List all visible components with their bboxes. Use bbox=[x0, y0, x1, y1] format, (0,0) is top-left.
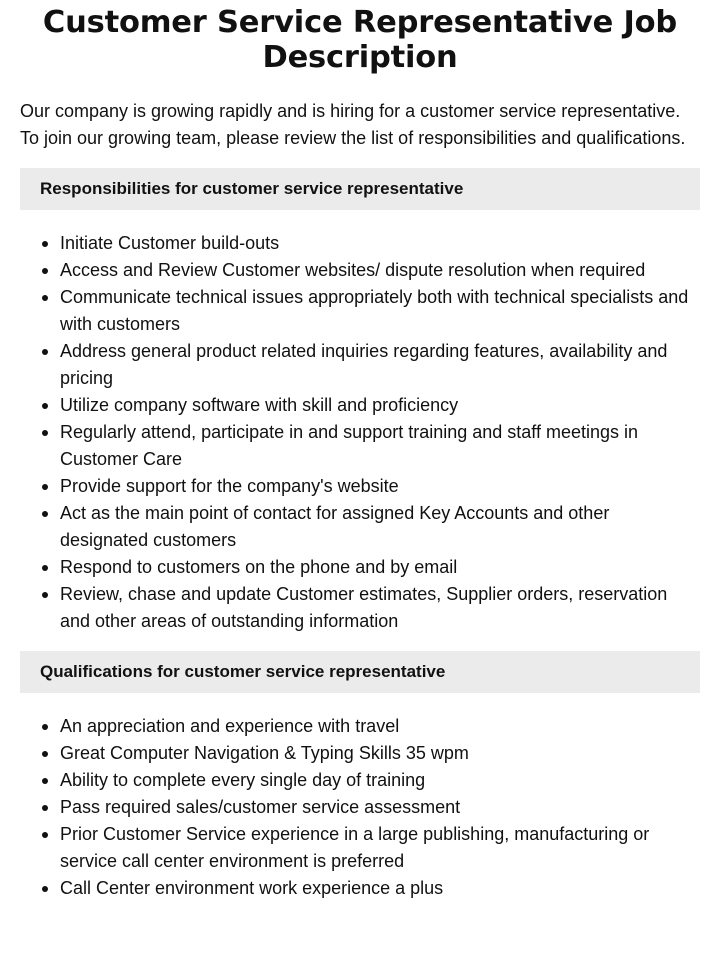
responsibilities-list bbox=[20, 230, 700, 635]
page-title: Customer Service Representative Job Description bbox=[42, 5, 678, 75]
list-item: Utilize company software with skill and proficiency bbox=[20, 392, 700, 419]
list-item: Respond to customers on the phone and by email bbox=[20, 554, 700, 581]
qualifications-heading: Qualifications for customer service representative bbox=[20, 651, 700, 693]
list-item: Access and Review Customer websites/ dispute resolution when required bbox=[20, 257, 700, 284]
job-description-page bbox=[0, 5, 720, 902]
list-item: Act as the main point of contact for assigned Key Accounts and other designated customers bbox=[20, 500, 700, 554]
list-item: Initiate Customer build-outs bbox=[20, 230, 700, 257]
intro-paragraph: Our company is growing rapidly and is hiring for a customer service representative. To join our growing team, please review the list of responsibilities and qualifications. bbox=[20, 101, 686, 148]
list-item: An appreciation and experience with travel bbox=[20, 713, 700, 740]
list-item: Prior Customer Service experience in a large publishing, manufacturing or service call center environment is preferred bbox=[20, 821, 700, 875]
list-item: Communicate technical issues appropriately both with technical specialists and with customers bbox=[20, 284, 700, 338]
list-item: Ability to complete every single day of training bbox=[20, 767, 700, 794]
list-item: Great Computer Navigation & Typing Skills 35 wpm bbox=[20, 740, 700, 767]
list-item: Review, chase and update Customer estimates, Supplier orders, reservation and other areas of outstanding information bbox=[20, 581, 700, 635]
responsibilities-heading: Responsibilities for customer service representative bbox=[20, 168, 700, 210]
qualifications-list bbox=[20, 713, 700, 902]
list-item: Call Center environment work experience a plus bbox=[20, 875, 700, 902]
list-item: Pass required sales/customer service assessment bbox=[20, 794, 700, 821]
list-item: Regularly attend, participate in and support training and staff meetings in Customer Care bbox=[20, 419, 700, 473]
list-item: Address general product related inquiries regarding features, availability and pricing bbox=[20, 338, 700, 392]
list-item: Provide support for the company's website bbox=[20, 473, 700, 500]
